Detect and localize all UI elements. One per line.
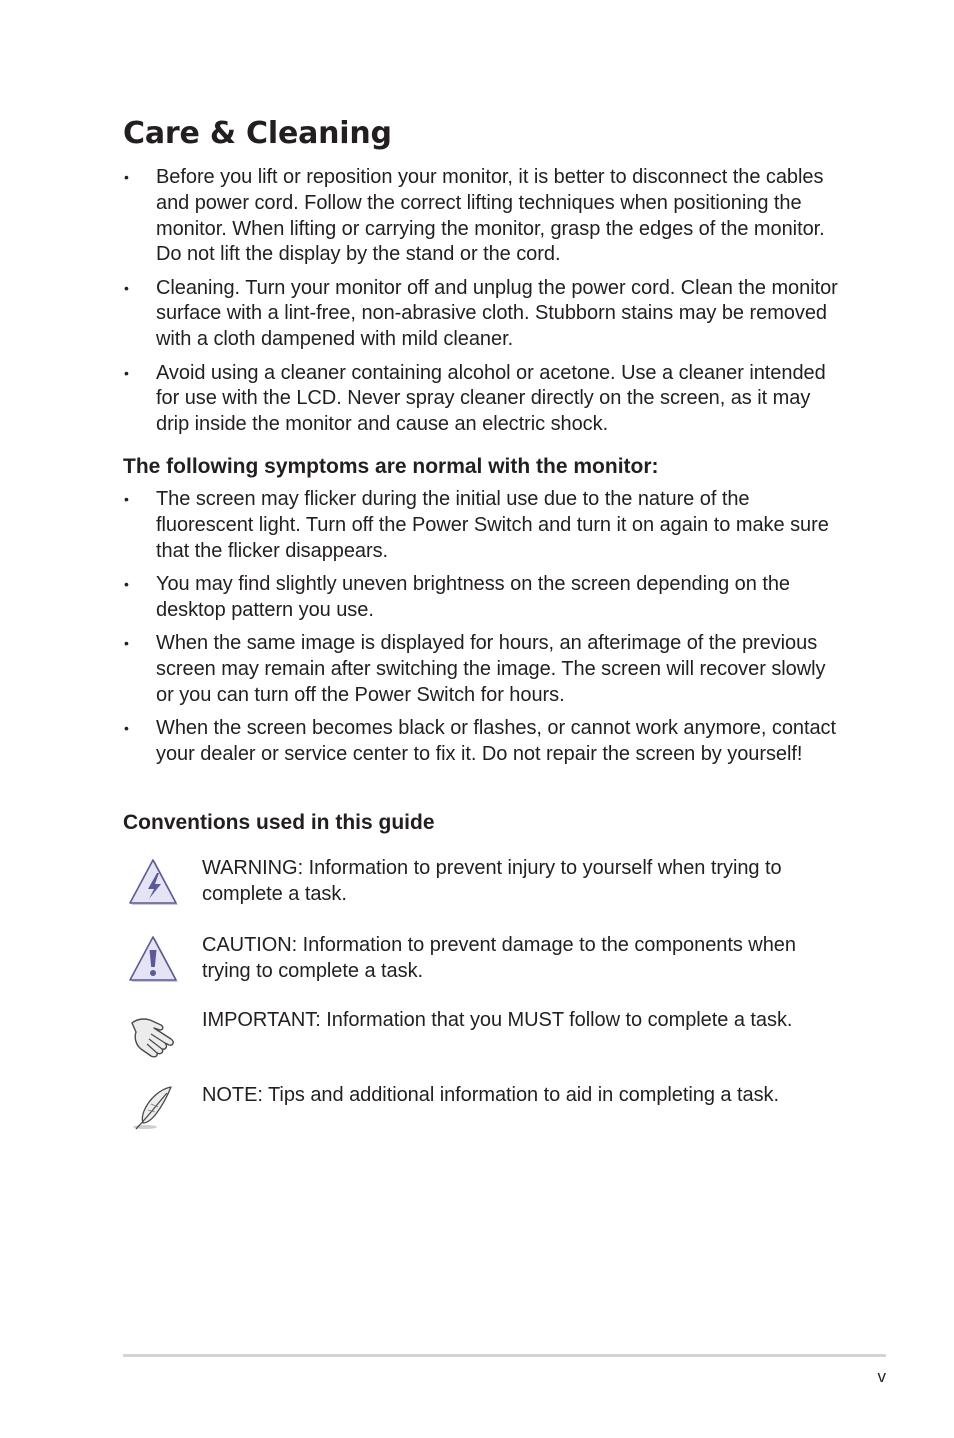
list-item-text: You may find slightly uneven brightness on the screen depending on the desktop pattern you use. [156, 572, 790, 621]
caution-exclamation-icon [127, 933, 179, 985]
bullet: • [124, 491, 129, 507]
important-hand-icon [127, 1008, 179, 1060]
list-item-text: The screen may flicker during the initial use due to the nature of the fluorescent light. Turn off the Power Switch and turn it on again to make sure that the flicker disappears. [156, 488, 829, 562]
list-item-text: Before you lift or reposition your monitor, it is better to disconnect the cables and power cord. Follow the correct lifting techniques when positioning the monitor. When lifting or carrying the monitor, grasp the edges of the monitor. Do not lift the display by the stand or the cord. [156, 166, 825, 266]
page-title: Care & Cleaning [123, 116, 392, 151]
bullet: • [124, 364, 129, 381]
convention-warning [123, 856, 843, 916]
bullet: • [124, 634, 129, 651]
convention-text: NOTE: Tips and additional information to aid in completing a task. [202, 1084, 780, 1106]
care-list [123, 165, 843, 445]
list-item [123, 276, 843, 353]
list-item [123, 572, 843, 624]
list-item [123, 631, 843, 708]
bullet: • [124, 575, 129, 592]
list-item [123, 716, 843, 768]
bullet: • [124, 169, 129, 185]
convention-text: CAUTION: Information to prevent damage to the components when trying to complete a task. [202, 934, 796, 982]
list-item-text: Cleaning. Turn your monitor off and unplug the power cord. Clean the monitor surface with a lint-free, non-abrasive cloth. Stubborn stains may be removed with a cloth dampened with mild cleaner. [156, 276, 838, 351]
list-item-text: When the screen becomes black or flashes, or cannot work anymore, contact your dealer or service center to fix it. Do not repair the screen by yourself! [156, 716, 837, 765]
convention-important [123, 1008, 843, 1068]
note-quill-icon [127, 1083, 179, 1135]
list-item-text: Avoid using a cleaner containing alcohol or acetone. Use a cleaner intended for use with the LCD. Never spray cleaner directly on the screen, as it may drip inside the monitor and cause an electric shock. [156, 361, 826, 436]
page-number: v [877, 1367, 886, 1386]
bullet: • [124, 279, 129, 296]
list-item [123, 487, 843, 564]
conventions-heading: Conventions used in this guide [123, 811, 435, 834]
list-item [123, 361, 843, 438]
convention-note [123, 1083, 843, 1143]
convention-text: WARNING: Information to prevent injury to yourself when trying to complete a task. [202, 857, 782, 905]
bullet: • [124, 719, 129, 736]
convention-text: IMPORTANT: Information that you MUST follow to complete a task. [202, 1009, 793, 1031]
list-item-text: When the same image is displayed for hours, an afterimage of the previous screen may remain after switching the image. The screen will recover slowly or you can turn off the Power Switch for hours. [156, 631, 826, 706]
footer-rule [123, 1354, 886, 1357]
symptoms-heading: The following symptoms are normal with the monitor: [123, 455, 659, 478]
warning-lightning-icon [127, 856, 179, 908]
symptoms-list [123, 487, 843, 775]
convention-caution [123, 933, 843, 993]
list-item [123, 165, 843, 268]
